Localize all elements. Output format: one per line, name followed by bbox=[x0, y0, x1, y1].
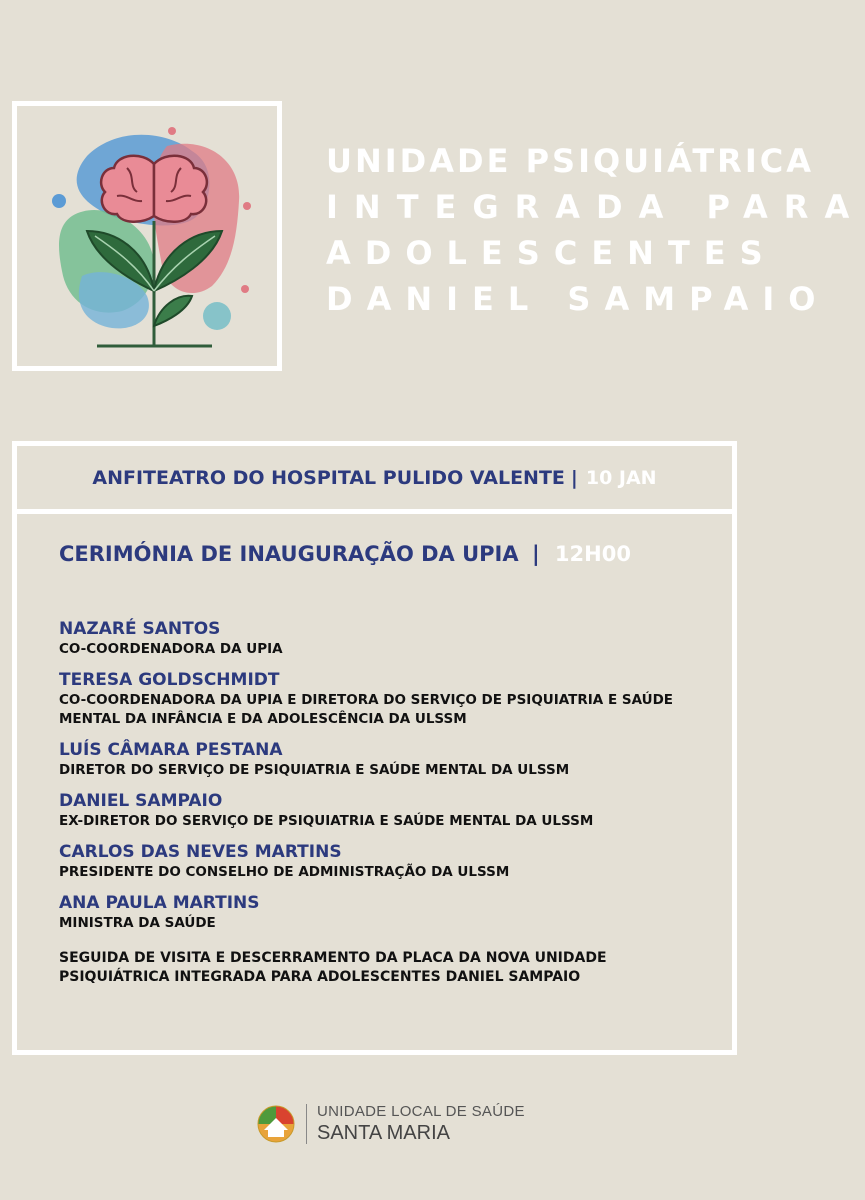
ceremony-heading bbox=[59, 542, 631, 566]
ceremony-time: 12H00 bbox=[554, 542, 631, 566]
speaker-role: DIRETOR DO SERVIÇO DE PSIQUIATRIA E SAÚDE MENTAL DA ULSSM bbox=[59, 762, 570, 778]
venue-place: ANFITEATRO DO HOSPITAL PULIDO VALENTE bbox=[92, 466, 565, 489]
ceremony-separator: | bbox=[531, 542, 540, 566]
program-panel bbox=[12, 514, 737, 1055]
speaker-item bbox=[59, 670, 719, 729]
speaker-item bbox=[59, 740, 719, 780]
speaker-item bbox=[59, 893, 719, 933]
footer-divider bbox=[306, 1104, 307, 1144]
speaker-name: TERESA GOLDSCHMIDT bbox=[59, 670, 280, 690]
ulssm-logo-icon bbox=[256, 1104, 296, 1144]
speaker-role: PRESIDENTE DO CONSELHO DE ADMINISTRAÇÃO DA ULSSM bbox=[59, 864, 510, 880]
speaker-item bbox=[59, 842, 719, 882]
speaker-item bbox=[59, 619, 719, 659]
speaker-item bbox=[59, 791, 719, 831]
footer-org bbox=[256, 1100, 525, 1148]
title-line-1: UNIDADE PSIQUIÁTRICA bbox=[326, 142, 814, 180]
speaker-name: LUÍS CÂMARA PESTANA bbox=[59, 740, 283, 760]
speaker-name: ANA PAULA MARTINS bbox=[59, 893, 260, 913]
speaker-role: MINISTRA DA SAÚDE bbox=[59, 915, 216, 931]
logo-frame bbox=[12, 101, 282, 371]
speaker-role: EX-DIRETOR DO SERVIÇO DE PSIQUIATRIA E SAÚDE MENTAL DA ULSSM bbox=[59, 813, 594, 829]
speaker-name: CARLOS DAS NEVES MARTINS bbox=[59, 842, 342, 862]
unit-title bbox=[326, 138, 865, 322]
speaker-name: NAZARÉ SANTOS bbox=[59, 619, 221, 639]
title-line-4: DANIEL SAMPAIO bbox=[326, 280, 830, 318]
speaker-role: CO-COORDENADORA DA UPIA E DIRETORA DO SERVIÇO DE PSIQUIATRIA E SAÚDE MENTAL DA INFÂNCIA E DA ADOLESCÊNCIA DA ULSSM bbox=[59, 692, 674, 727]
title-line-2: INTEGRADA PARA bbox=[326, 188, 865, 226]
ceremony-title: CERIMÓNIA DE INAUGURAÇÃO DA UPIA bbox=[59, 542, 519, 566]
speaker-name: DANIEL SAMPAIO bbox=[59, 791, 223, 811]
speaker-role: CO-COORDENADORA DA UPIA bbox=[59, 641, 283, 657]
brain-plant-icon bbox=[17, 106, 277, 366]
venue-date: 10 JAN bbox=[585, 466, 657, 489]
footer-text bbox=[317, 1103, 525, 1145]
speaker-list bbox=[59, 619, 719, 987]
venue-banner bbox=[12, 441, 737, 514]
closing-note: SEGUIDA DE VISITA E DESCERRAMENTO DA PLACA DA NOVA UNIDADE PSIQUIÁTRICA INTEGRADA PARA ADOLESCENTES DANIEL SAMPAIO bbox=[59, 950, 607, 985]
title-line-3: ADOLESCENTES bbox=[326, 234, 777, 272]
footer-line-1: UNIDADE LOCAL DE SAÚDE bbox=[317, 1103, 525, 1120]
venue-separator: | bbox=[570, 466, 578, 489]
footer-line-2: SANTA MARIA bbox=[317, 1122, 450, 1144]
